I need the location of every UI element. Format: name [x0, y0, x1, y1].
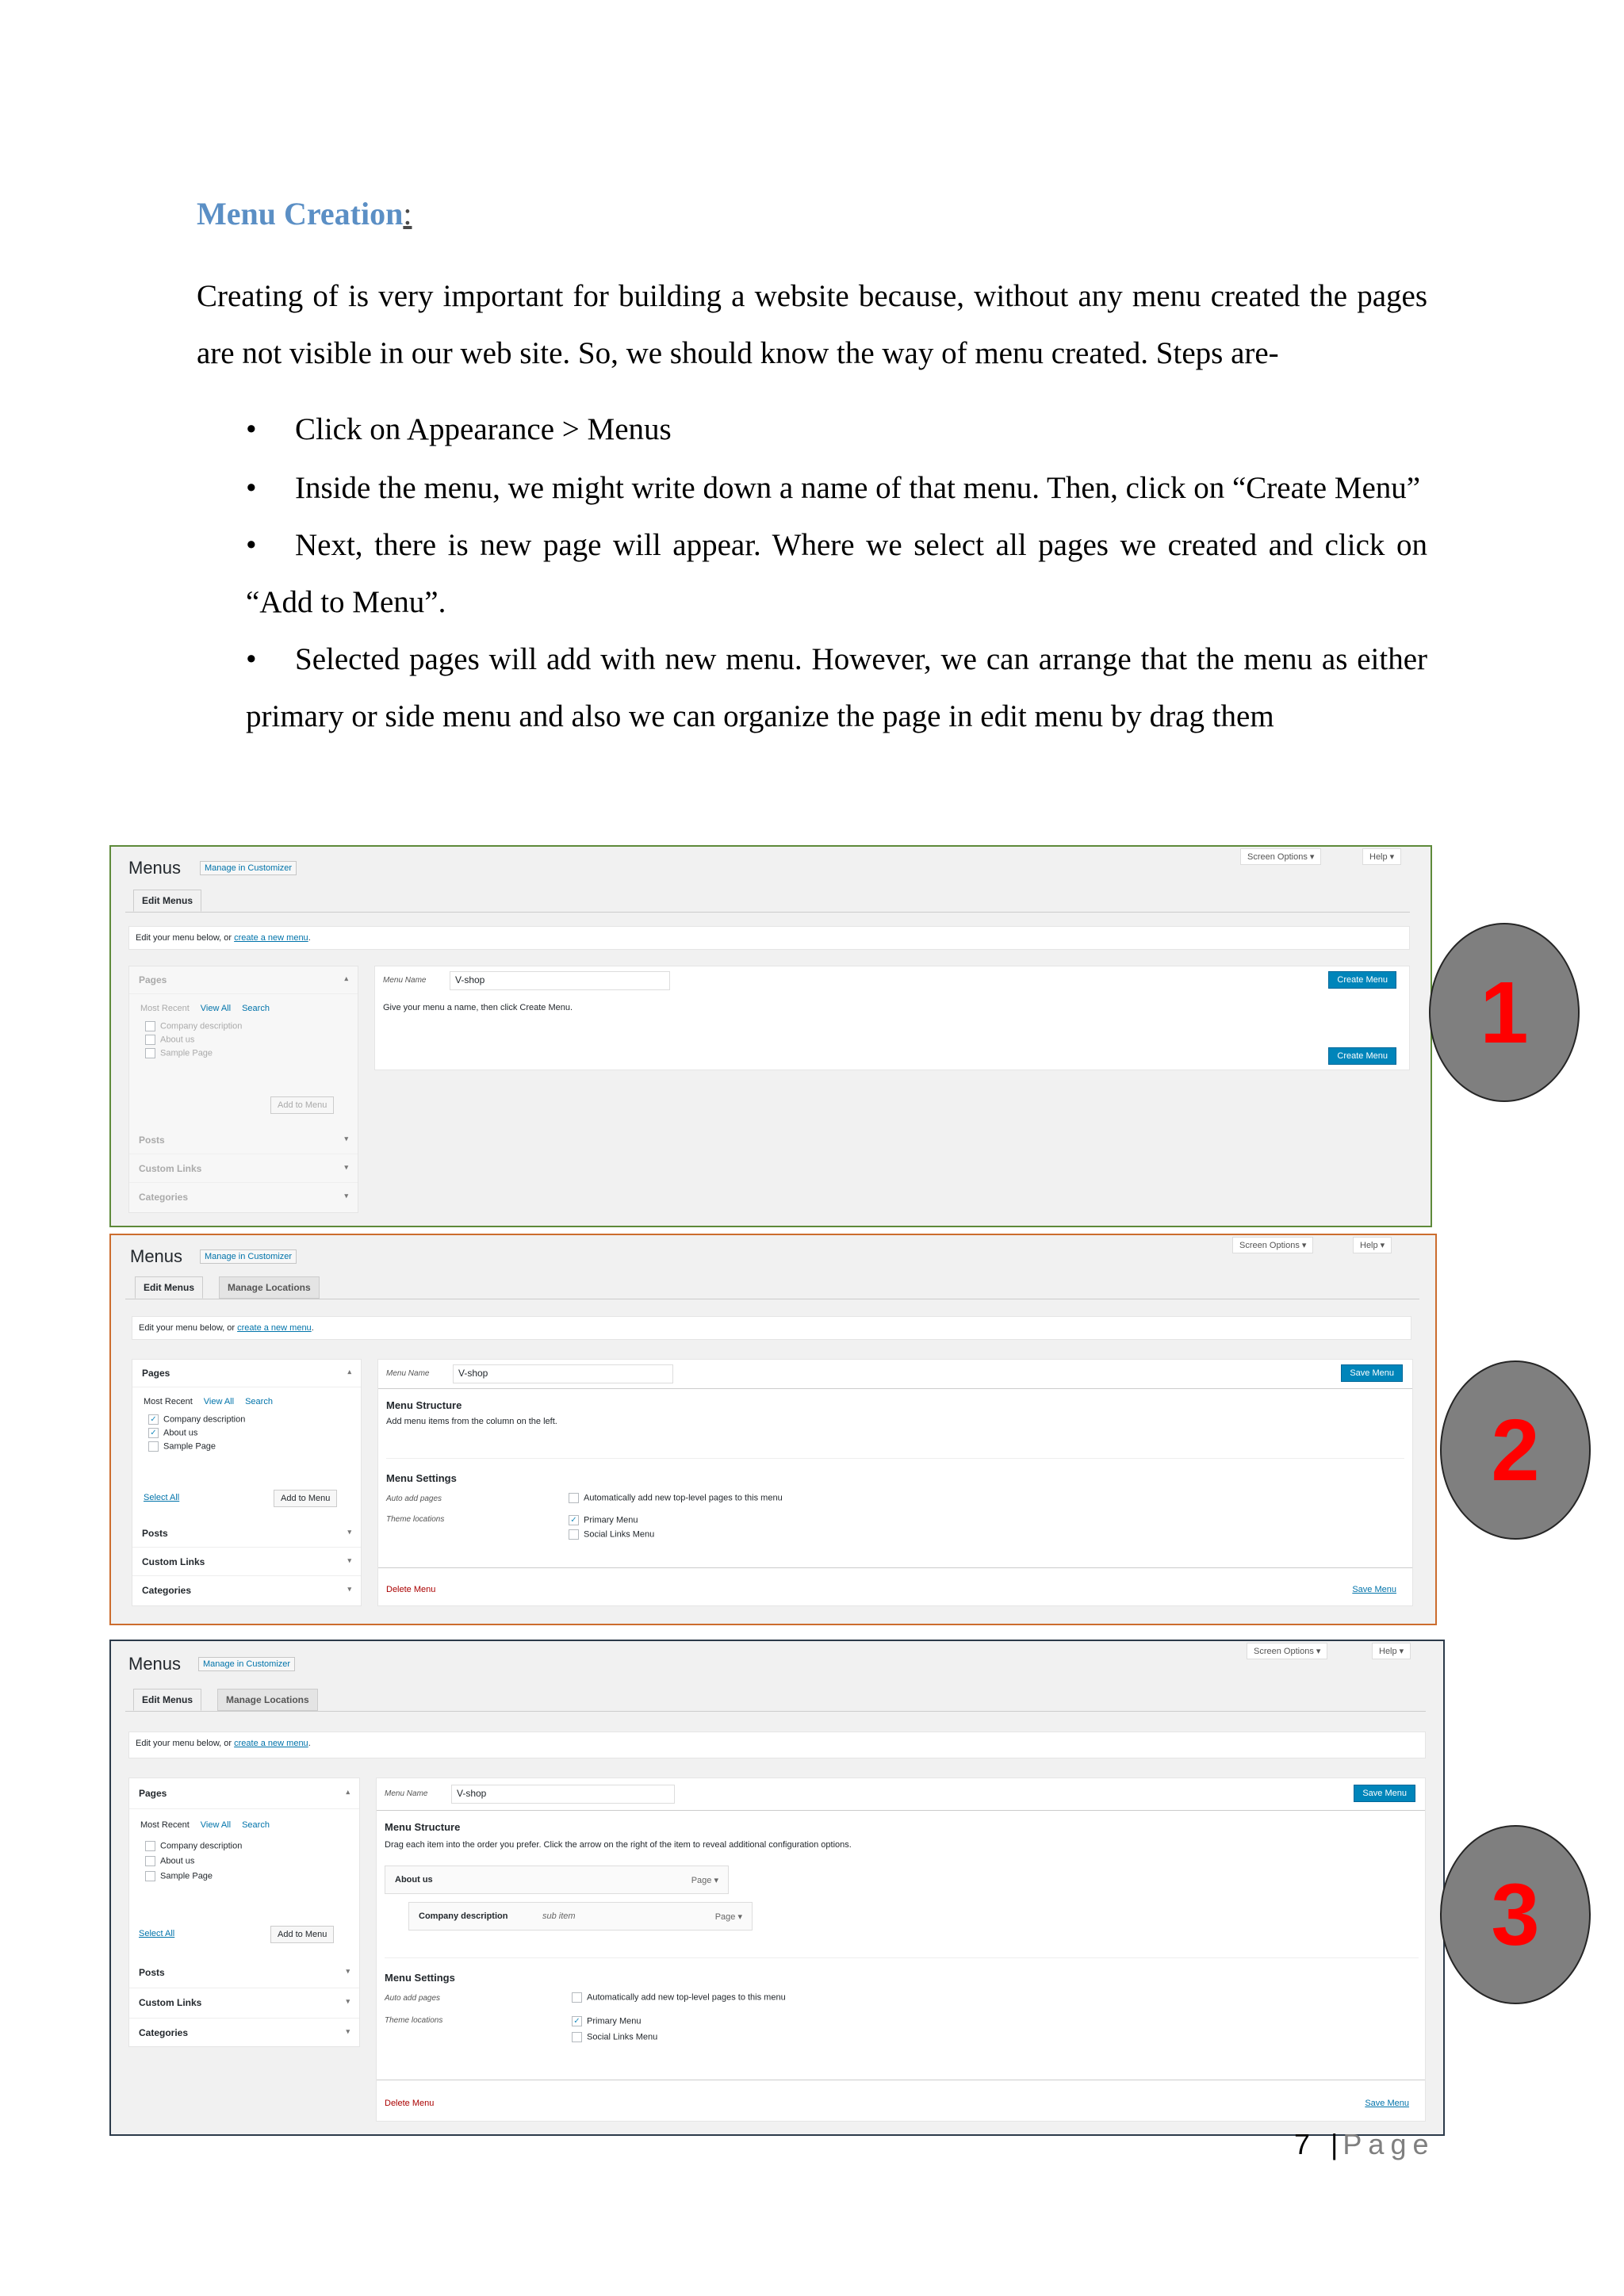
add-items-sidebar — [128, 1777, 360, 2047]
tab-view-all[interactable]: View All — [203, 1397, 235, 1406]
checkbox[interactable] — [145, 1871, 155, 1881]
section-heading: Menu Creation: — [197, 196, 412, 232]
screen-options-button[interactable]: Screen Options ▾ — [1247, 1643, 1327, 1659]
accordion-posts[interactable]: Posts ▾ — [129, 1127, 358, 1154]
checkbox[interactable] — [145, 1048, 155, 1058]
tab-divider — [125, 912, 1410, 913]
checkbox[interactable] — [569, 1493, 579, 1503]
step-item: • Inside the menu, we might write down a name of that menu. Then, click on “Create Menu” — [246, 460, 1427, 517]
menu-settings-heading: Menu Settings — [386, 1472, 457, 1484]
step-marker-1: 1 — [1429, 923, 1580, 1102]
save-menu-link[interactable]: Save Menu — [1352, 1585, 1396, 1594]
accordion-custom-links[interactable]: Custom Links ▾ — [129, 1155, 358, 1183]
accordion-categories[interactable]: Categories ▾ — [142, 1585, 351, 1596]
bullet-icon: • — [246, 642, 257, 676]
divider — [386, 1458, 1404, 1459]
page-checkbox-list — [129, 1016, 358, 1058]
theme-locations-label: Theme locations — [385, 2016, 443, 2025]
help-button[interactable]: Help ▾ — [1372, 1643, 1411, 1659]
sub-item-label: sub item — [542, 1911, 576, 1921]
page-option[interactable]: About us — [145, 1856, 343, 1866]
add-items-hint: Add menu items from the column on the left. — [386, 1417, 557, 1426]
chevron-down-icon: ▾ — [346, 1997, 350, 2005]
menu-editor — [376, 1777, 1426, 2122]
checkbox[interactable] — [145, 1035, 155, 1045]
create-new-menu-link[interactable]: create a new menu — [234, 1739, 308, 1748]
tab-most-recent[interactable]: Most Recent — [144, 1397, 193, 1406]
chevron-up-icon: ▴ — [344, 974, 348, 982]
checkbox[interactable] — [572, 2032, 582, 2042]
help-button[interactable]: Help ▾ — [1353, 1237, 1392, 1253]
pages-tabs — [129, 994, 358, 1016]
page-option[interactable]: Sample Page — [145, 1048, 342, 1058]
auto-add-option[interactable]: Automatically add new top-level pages to this menu — [569, 1493, 783, 1503]
menu-item-company-description[interactable]: Company description sub item Page ▾ — [408, 1902, 753, 1931]
chevron-up-icon: ▴ — [346, 1788, 350, 1796]
divider — [377, 1810, 1425, 1811]
accordion-custom-links[interactable]: Custom Links ▾ — [132, 1548, 361, 1576]
screen-options-button[interactable]: Screen Options ▾ — [1232, 1237, 1313, 1253]
item-type-toggle[interactable]: Page ▾ — [714, 1912, 742, 1922]
delete-menu-link[interactable]: Delete Menu — [385, 2099, 435, 2108]
page-checkbox-list — [129, 1835, 359, 1881]
save-menu-button[interactable]: Save Menu — [1341, 1364, 1403, 1382]
checkbox-checked[interactable]: ✓ — [569, 1515, 579, 1525]
divider — [378, 1567, 1412, 1568]
add-items-sidebar — [128, 966, 358, 1213]
page-title: Menus — [128, 858, 182, 878]
auto-add-label: Auto add pages — [385, 1994, 441, 2003]
save-menu-link[interactable]: Save Menu — [1365, 2099, 1409, 2108]
step-marker-3: 3 — [1440, 1825, 1591, 2004]
give-name-hint: Give your menu a name, then click Create Menu. — [383, 1003, 573, 1012]
menu-settings-heading: Menu Settings — [385, 1972, 455, 1984]
page-option[interactable]: About us — [145, 1035, 342, 1045]
step-item: • Next, there is new page will appear. Where we select all pages we created and click on “Add to Menu”. — [246, 517, 1427, 631]
page-number: 7 — [1294, 2128, 1317, 2160]
menu-name-label: Menu Name — [385, 1789, 428, 1798]
select-all-link[interactable]: Select All — [139, 1929, 175, 1938]
menu-editor — [377, 1359, 1413, 1606]
chevron-up-icon: ▴ — [347, 1368, 351, 1376]
tab-search[interactable]: Search — [245, 1397, 273, 1406]
accordion-categories[interactable]: Categories ▾ — [139, 2027, 350, 2038]
tab-edit-menus[interactable]: Edit Menus — [133, 1689, 201, 1711]
chevron-down-icon: ▾ — [347, 1528, 351, 1536]
delete-menu-link[interactable]: Delete Menu — [386, 1585, 436, 1594]
manage-customizer-button[interactable]: Manage in Customizer — [198, 1657, 295, 1671]
pages-tabs — [129, 1809, 359, 1835]
notice-bar: Edit your menu below, or create a new menu. — [128, 926, 1410, 950]
page-checkbox-list — [132, 1410, 361, 1452]
theme-locations-label: Theme locations — [386, 1515, 445, 1524]
tab-edit-menus[interactable]: Edit Menus — [133, 890, 201, 912]
menu-structure-heading: Menu Structure — [385, 1821, 461, 1833]
item-type-toggle[interactable]: Page ▾ — [691, 1876, 718, 1885]
steps-list — [246, 401, 1427, 745]
create-menu-button-bottom[interactable]: Create Menu — [1328, 1047, 1396, 1065]
bullet-icon: • — [246, 412, 257, 446]
bullet-icon: • — [246, 471, 257, 505]
accordion-categories[interactable]: Categories ▾ — [139, 1192, 348, 1203]
select-all-link[interactable]: Select All — [144, 1493, 180, 1502]
tab-edit-menus[interactable]: Edit Menus — [135, 1276, 203, 1299]
auto-add-option[interactable]: Automatically add new top-level pages to this menu — [572, 1992, 786, 2003]
manage-customizer-button[interactable]: Manage in Customizer — [200, 1249, 297, 1264]
auto-add-label: Auto add pages — [386, 1494, 442, 1503]
checkbox[interactable] — [145, 1021, 155, 1031]
create-menu-button[interactable]: Create Menu — [1328, 971, 1396, 989]
page-option[interactable]: Sample Page — [148, 1441, 345, 1452]
chevron-down-icon: ▾ — [346, 1967, 350, 1975]
page-title: Menus — [128, 1654, 182, 1674]
page-option[interactable]: Company description — [145, 1021, 342, 1031]
checkbox[interactable] — [148, 1441, 159, 1452]
accordion-custom-links[interactable]: Custom Links ▾ — [129, 1988, 359, 2019]
pages-tabs — [132, 1387, 361, 1410]
tab-view-all[interactable]: View All — [200, 1004, 232, 1013]
create-new-menu-link[interactable]: create a new menu — [237, 1323, 312, 1333]
menu-editor — [374, 966, 1410, 1070]
checkbox[interactable] — [145, 1856, 155, 1866]
manage-customizer-button[interactable]: Manage in Customizer — [200, 861, 297, 875]
menu-name-label: Menu Name — [386, 1369, 430, 1378]
tab-divider — [125, 1711, 1426, 1712]
menu-structure-heading: Menu Structure — [386, 1399, 462, 1411]
primary-menu-option[interactable]: ✓ Primary Menu — [572, 2016, 641, 2026]
social-menu-option[interactable]: Social Links Menu — [572, 2032, 657, 2042]
page-label: Page — [1342, 2128, 1435, 2160]
save-menu-button[interactable]: Save Menu — [1354, 1785, 1415, 1802]
page-option[interactable]: Sample Page — [145, 1871, 343, 1881]
chevron-down-icon: ▾ — [347, 1556, 351, 1564]
tab-search[interactable]: Search — [242, 1004, 270, 1013]
tab-view-all[interactable]: View All — [200, 1820, 232, 1830]
drag-hint: Drag each item into the order you prefer. Click the arrow on the right of the item to reveal additional configuration options. — [385, 1840, 852, 1850]
page-title: Menus — [130, 1246, 183, 1266]
menu-name-input[interactable]: V-shop — [450, 971, 670, 990]
page-footer: 7 | Page — [1294, 2128, 1435, 2160]
notice-bar: Edit your menu below, or create a new menu. — [128, 1732, 1426, 1758]
checkbox[interactable] — [569, 1529, 579, 1540]
checkbox[interactable] — [145, 1841, 155, 1851]
add-to-menu-button[interactable]: Add to Menu — [270, 1096, 334, 1114]
step-marker-2: 2 — [1440, 1360, 1591, 1540]
tab-search[interactable]: Search — [242, 1820, 270, 1830]
page-option[interactable]: ✓ Company description — [148, 1414, 345, 1425]
tab-manage-locations[interactable]: Manage Locations — [219, 1276, 320, 1299]
checkbox-checked[interactable]: ✓ — [572, 2016, 582, 2026]
chevron-down-icon: ▾ — [344, 1163, 348, 1171]
page-option[interactable]: ✓ About us — [148, 1428, 345, 1438]
intro-paragraph: Creating of is very important for building a website because, without any menu created the pages are not visible in our web site. So, we should know the way of menu created. Steps are- — [197, 279, 1427, 370]
add-to-menu-button[interactable]: Add to Menu — [274, 1490, 337, 1507]
accordion-pages[interactable]: Pages ▴ — [132, 1360, 361, 1387]
tab-manage-locations[interactable]: Manage Locations — [217, 1689, 318, 1711]
notice-bar: Edit your menu below, or create a new menu. — [132, 1316, 1411, 1340]
tab-most-recent[interactable]: Most Recent — [140, 1820, 190, 1830]
page-option[interactable]: Company description — [145, 1841, 343, 1851]
chevron-down-icon: ▾ — [346, 2027, 350, 2035]
help-button[interactable]: Help ▾ — [1362, 848, 1401, 865]
primary-menu-option[interactable]: ✓ Primary Menu — [569, 1515, 638, 1525]
accordion-pages[interactable]: Pages ▴ — [129, 966, 358, 994]
menu-name-input[interactable]: V-shop — [451, 1785, 675, 1804]
divider — [385, 1957, 1419, 1958]
screenshot-create-menu — [109, 845, 1432, 1227]
add-to-menu-button[interactable]: Add to Menu — [270, 1926, 334, 1943]
menu-item-about-us[interactable]: About us Page ▾ — [385, 1866, 729, 1894]
divider — [378, 1388, 1412, 1389]
chevron-down-icon: ▾ — [344, 1135, 348, 1142]
chevron-down-icon: ▾ — [347, 1585, 351, 1593]
checkbox[interactable] — [572, 1992, 582, 2003]
social-menu-option[interactable]: Social Links Menu — [569, 1529, 654, 1540]
screen-options-button[interactable]: Screen Options ▾ — [1240, 848, 1321, 865]
checkbox-checked[interactable]: ✓ — [148, 1428, 159, 1438]
checkbox-checked[interactable]: ✓ — [148, 1414, 159, 1425]
step-item: • Selected pages will add with new menu. However, we can arrange that the menu as either primary or side menu and also we can organize the page in edit menu by drag them — [246, 631, 1427, 745]
step-item: • Click on Appearance > Menus — [246, 401, 1427, 458]
accordion-pages[interactable]: Pages ▴ — [129, 1778, 359, 1809]
bullet-icon: • — [246, 528, 257, 562]
menu-name-label: Menu Name — [383, 976, 427, 985]
screenshot-add-pages — [109, 1234, 1437, 1625]
accordion-posts[interactable]: Posts ▾ — [129, 1957, 359, 1988]
screenshot-arrange-menu — [109, 1640, 1445, 2136]
chevron-down-icon: ▾ — [344, 1192, 348, 1200]
add-items-sidebar — [132, 1359, 362, 1606]
create-new-menu-link[interactable]: create a new menu — [234, 933, 308, 943]
menu-name-input[interactable]: V-shop — [453, 1364, 673, 1383]
tab-most-recent[interactable]: Most Recent — [140, 1004, 190, 1013]
accordion-posts[interactable]: Posts ▾ — [132, 1520, 361, 1548]
